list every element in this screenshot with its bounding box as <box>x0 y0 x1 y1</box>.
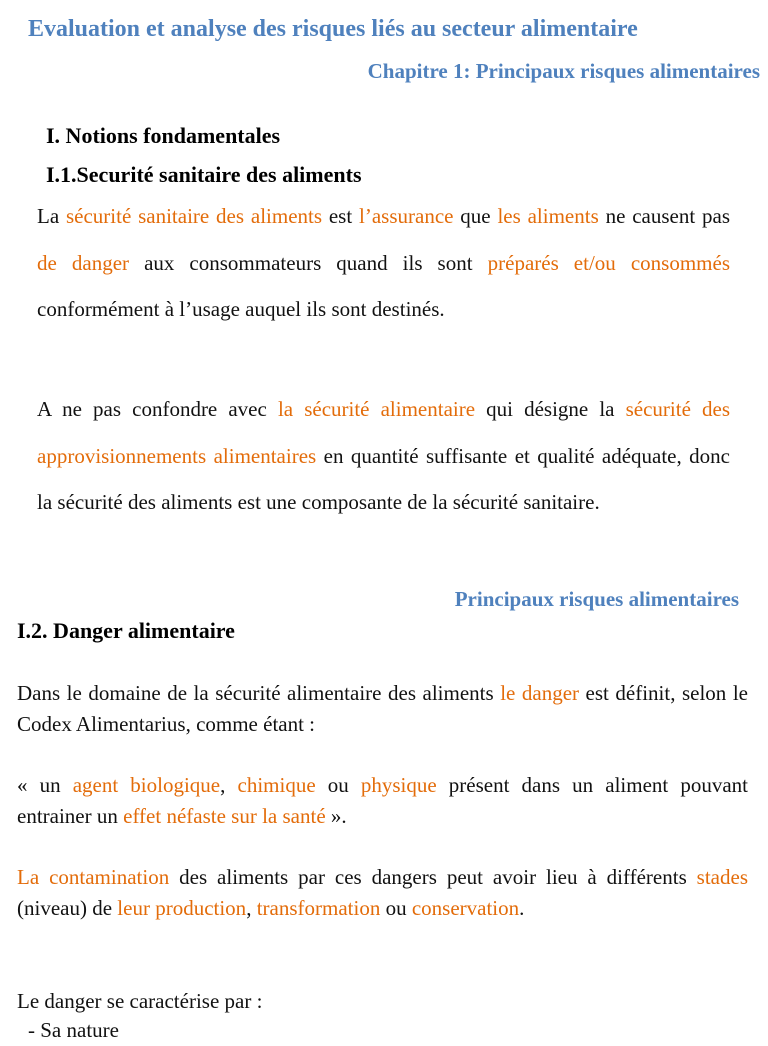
highlighted-term: chimique <box>237 773 316 797</box>
highlighted-term: l’assurance <box>359 204 454 228</box>
paragraph-contamination <box>17 862 748 924</box>
text-run: ». <box>325 804 347 828</box>
section-heading-notions: I. Notions fondamentales <box>46 123 281 148</box>
paragraph-securite-definition <box>37 193 730 333</box>
document-title: Evaluation et analyse des risques liés au secteur alimentaire <box>28 16 638 42</box>
text-run: (niveau) de <box>17 896 118 920</box>
text-run: aux consommateurs quand ils sont <box>129 250 488 275</box>
paragraph-securite-alimentaire <box>37 386 730 526</box>
subsection-heading-danger: I.2. Danger alimentaire <box>17 618 235 643</box>
highlighted-term: les aliments <box>497 204 599 228</box>
text-run: est <box>322 204 360 228</box>
text-run: ou <box>380 896 412 920</box>
text-run: , <box>246 896 257 920</box>
text-run: , <box>220 773 238 797</box>
highlighted-term: transformation <box>256 896 381 920</box>
text-run: qui désigne la <box>475 397 626 421</box>
highlighted-term: La contamination <box>17 865 170 889</box>
text-run: Dans le domaine de la sécurité alimentaire des aliments <box>17 681 501 705</box>
chapter-title: Chapitre 1: Principaux risques alimentaires <box>367 59 760 83</box>
text-run: est définit, selon le Codex Alimentarius, comme étant : <box>17 681 748 736</box>
list-item-text: Sa nature <box>40 1018 119 1042</box>
text-run: des aliments par ces dangers peut avoir lieu à différents <box>169 865 697 889</box>
highlighted-term: la sécurité alimentaire <box>277 397 476 421</box>
highlighted-term: le danger <box>500 681 580 705</box>
highlighted-term: physique <box>360 773 437 797</box>
highlighted-term: conservation <box>411 896 520 920</box>
highlighted-term: agent biologique <box>72 773 221 797</box>
text-run: conformément à l’usage auquel ils sont destinés. <box>37 297 445 321</box>
highlighted-term: de danger <box>37 250 130 275</box>
highlighted-term: sécurité des approvisionnements alimentaires <box>37 397 731 468</box>
text-run: ne causent pas <box>598 204 731 228</box>
highlighted-term: leur production <box>117 896 247 920</box>
paragraph-codex-quote <box>17 770 748 832</box>
text-run: que <box>453 204 498 228</box>
text-run: A ne pas confondre avec <box>37 397 278 421</box>
text-run: . <box>519 896 525 920</box>
text-run: en quantité suffisante et qualité adéquate, donc la sécurité des aliments est une composante de la sécurité sanitaire. <box>37 443 730 514</box>
section-title-principaux-risques: Principaux risques alimentaires <box>454 587 739 611</box>
text-run: La <box>37 204 66 228</box>
highlighted-term: stades <box>696 865 748 889</box>
highlighted-term: sécurité sanitaire des aliments <box>65 204 323 228</box>
text-run: « un <box>17 773 73 797</box>
paragraph-danger-definition <box>17 678 748 740</box>
highlighted-term: préparés et/ou consommés <box>487 250 730 275</box>
paragraph-danger-caracterise: Le danger se caractérise par : <box>17 989 263 1013</box>
list-item-partial: - Sa nature <box>28 1018 119 1042</box>
subsection-heading-securite: I.1.Securité sanitaire des aliments <box>46 162 362 187</box>
highlighted-term: effet néfaste sur la santé <box>123 804 326 828</box>
text-run: ou <box>315 773 361 797</box>
text-run: présent dans un aliment pouvant entrainer un <box>17 773 749 828</box>
